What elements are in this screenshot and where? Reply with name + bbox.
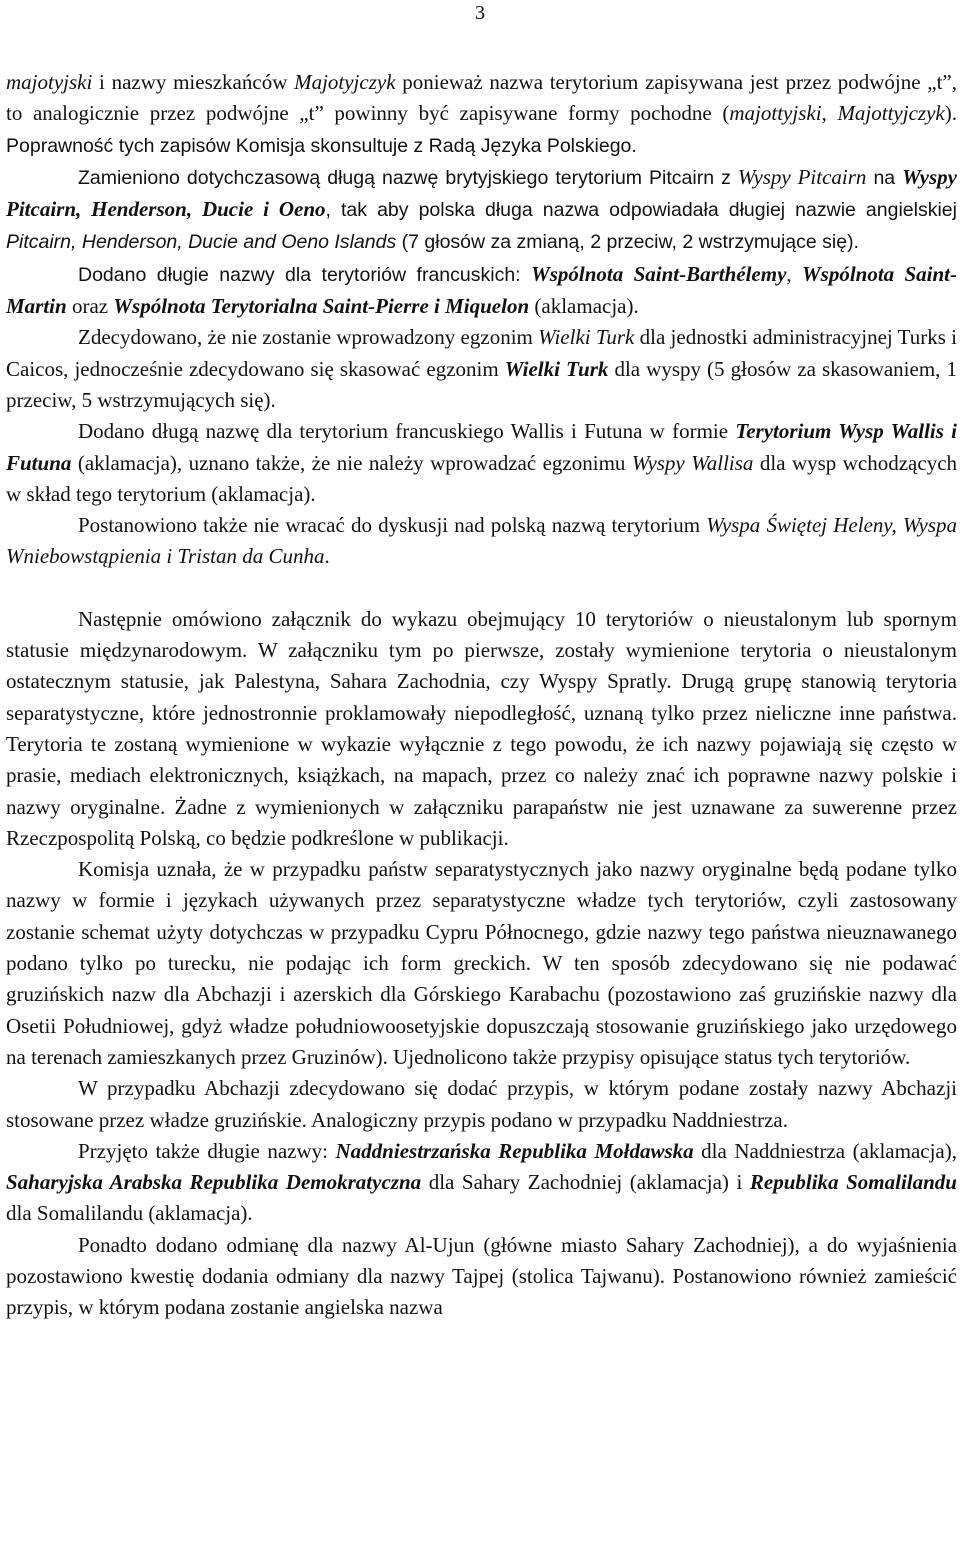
text-run: dla Sahary Zachodniej (aklamacja) i (421, 1170, 750, 1195)
page-number: 3 (475, 2, 485, 24)
text-run: Terytorium Wysp Wallis i Futuna (6, 419, 957, 475)
text-run: Wspólnota Saint-Barthélemy (531, 261, 787, 286)
text-run: majottyjski, Majottyjczyk (729, 101, 945, 126)
text-run: Poprawność tych zapisów Komisja skonsultuje z Radą Języka Polskiego. (6, 134, 637, 157)
text-run: Majotyjczyk (294, 70, 396, 94)
text-run: Zdecydowano, że nie zostanie wprowadzony egzonim (78, 325, 539, 350)
text-run: Dodano długie nazwy dla terytoriów francuskich: (78, 263, 532, 286)
paragraph-pitcairn (6, 162, 957, 259)
text-run: . (324, 544, 330, 569)
text-run: Wyspy Pitcairn, Henderson, Ducie i Oeno (6, 164, 957, 222)
text-run: Naddniestrzańska Republika Mołdawska (335, 1138, 694, 1163)
text-run: dla wyspy (5 głosów za skasowaniem, 1 przeciw, 5 wstrzymujących się). (6, 356, 957, 412)
paragraph-turks-caicos (6, 322, 957, 416)
text-run: Zamieniono dotychczasową długą nazwę brytyjskiego terytorium Pitcairn z (78, 166, 738, 189)
text-run: W przypadku Abchazji zdecydowano się dodać przypis, w którym podane zostały nazwy Abchazji stosowane przez władze gruzińskie. Analogiczny przypis podano w przypadku Naddniestrza. (6, 1076, 957, 1132)
text-run: (aklamacja). (529, 294, 639, 319)
text-run: Postanowiono także nie wracać do dyskusji nad polską nazwą terytorium (78, 513, 707, 538)
paragraph-abkhazia-footnote (6, 1073, 957, 1136)
text-run: majotyjski (6, 70, 93, 94)
text-run: Wspólnota Saint-Martin (6, 261, 958, 319)
text-run: Wielki Turk (504, 356, 609, 381)
text-run: Dodano długą nazwę dla terytorium francuskiego Wallis i Futuna w formie (78, 419, 736, 444)
paragraph-annex (6, 604, 957, 854)
paragraph-wallis-futuna (6, 416, 957, 510)
paragraph-al-ujun (6, 1230, 957, 1324)
text-run: Republika Somalilandu (749, 1170, 957, 1195)
text-run: ponieważ nazwa terytorium zapisywana jest przez podwójne „t”, to analogicznie przez podwójne „t” powinny być zapisywane formy pochodne ( (6, 70, 958, 126)
text-run: (7 głosów za zmianą, 2 przeciw, 2 wstrzymujące się). (396, 231, 859, 254)
paragraph-long-names (6, 1136, 957, 1230)
text-run: Wyspy Wallisa (631, 450, 754, 475)
text-run: na (866, 166, 903, 189)
text-run: Pitcairn, Henderson, Ducie and Oeno Islands (6, 231, 397, 254)
document-body (6, 67, 957, 1324)
text-run: Saharyjska Arabska Republika Demokratyczna (6, 1170, 422, 1195)
paragraph-french-territories (6, 259, 957, 323)
text-run: Wspólnota Terytorialna Saint-Pierre i Miquelon (113, 294, 530, 319)
text-run: Wyspa Świętej Heleny, Wyspa Wniebowstąpienia i Tristan da Cunha (6, 513, 957, 569)
text-run: Następnie omówiono załącznik do wykazu obejmujący 10 terytoriów o nieustalonym lub spornym statusie międzynarodowym. W załączniku tym po pierwsze, zostały wymienione terytoria o nieustalonym ostatecznym statusie, jak Palestyna, Sahara Zachodnia, czy Wyspy Spratly. Drugą grupę stanowią terytoria separatystyczne, które jednostronnie proklamowały niepodległość, uznaną tylko przez nieliczne inne państwa. Terytoria te zostaną wymienione w wykazie wyłącznie z tego powodu, że ich nazwy pojawiają się często w prasie, mediach elektronicznych, książkach, na mapach, przez co należy znać ich poprawne nazwy polskie i nazwy oryginalne. Żadne z wymienionych w załączniku parapaństw nie jest uznawane za suwerenne przez Rzeczpospolitą Polską, co będzie podkreślone w publikacji. (6, 606, 957, 850)
paragraph-separatist-names (6, 854, 957, 1073)
text-run: Wyspy Pitcairn (737, 164, 867, 189)
text-run: Komisja uznała, że w przypadku państw separatystycznych jako nazwy oryginalne będą podane tylko nazwy w formie i językach używanych przez separatystyczne władze tych terytoriów, czyli zastosowany zostanie schemat użyty dotychczas w przypadku Cypru Północnego, gdzie nazwy tego państwa nieuznawanego podano tylko po turecku, nie podając ich form greckich. W ten sposób zdecydowano się nie podawać gruzińskich nazw dla Abchazji i azerskich dla Górskiego Karabachu (pozostawiono zaś gruzińskie nazwy dla Osetii Południowej, gdyż władze południowoosetyjskie dopuszczają stosowanie gruzińskiego jako urzędowego na terenach zamieszkanych przez Gruzinów). Ujednolicono także przypisy opisujące status tych terytoriów. (6, 857, 957, 1069)
text-run: dla Naddniestrza (aklamacja), (693, 1138, 957, 1163)
text-run: ). (944, 101, 957, 126)
paragraph-1 (6, 67, 957, 162)
text-run: Przyjęto także długie nazwy: (78, 1138, 336, 1163)
text-run: dla wysp wchodzących w skład tego terytorium (aklamacja). (6, 450, 958, 506)
text-run: dla Somalilandu (aklamacja). (6, 1201, 253, 1226)
text-run: Wielki Turk (538, 325, 635, 350)
text-run: oraz (66, 294, 114, 319)
text-run: dla jednostki administracyjnej Turks i Caicos, jednocześnie zdecydowano się skasować egzonim (6, 325, 957, 381)
text-run: , tak aby polska długa nazwa odpowiadała długiej nazwie angielskiej (325, 199, 957, 222)
text-run: , (786, 261, 802, 286)
text-run: (aklamacja), uznano także, że nie należy wprowadzać egzonimu (71, 450, 632, 475)
text-run: Ponadto dodano odmianę dla nazwy Al-Ujun (główne miasto Sahary Zachodniej), a do wyjaśnienia pozostawiono kwestię dodania odmiany dla nazwy Tajpej (stolica Tajwanu). Postanowiono również zamieścić przypis, w którym podana zostanie angielska nazwa (6, 1232, 957, 1320)
text-run: i nazwy mieszkańców (92, 70, 295, 94)
paragraph-saint-helena (6, 510, 957, 573)
